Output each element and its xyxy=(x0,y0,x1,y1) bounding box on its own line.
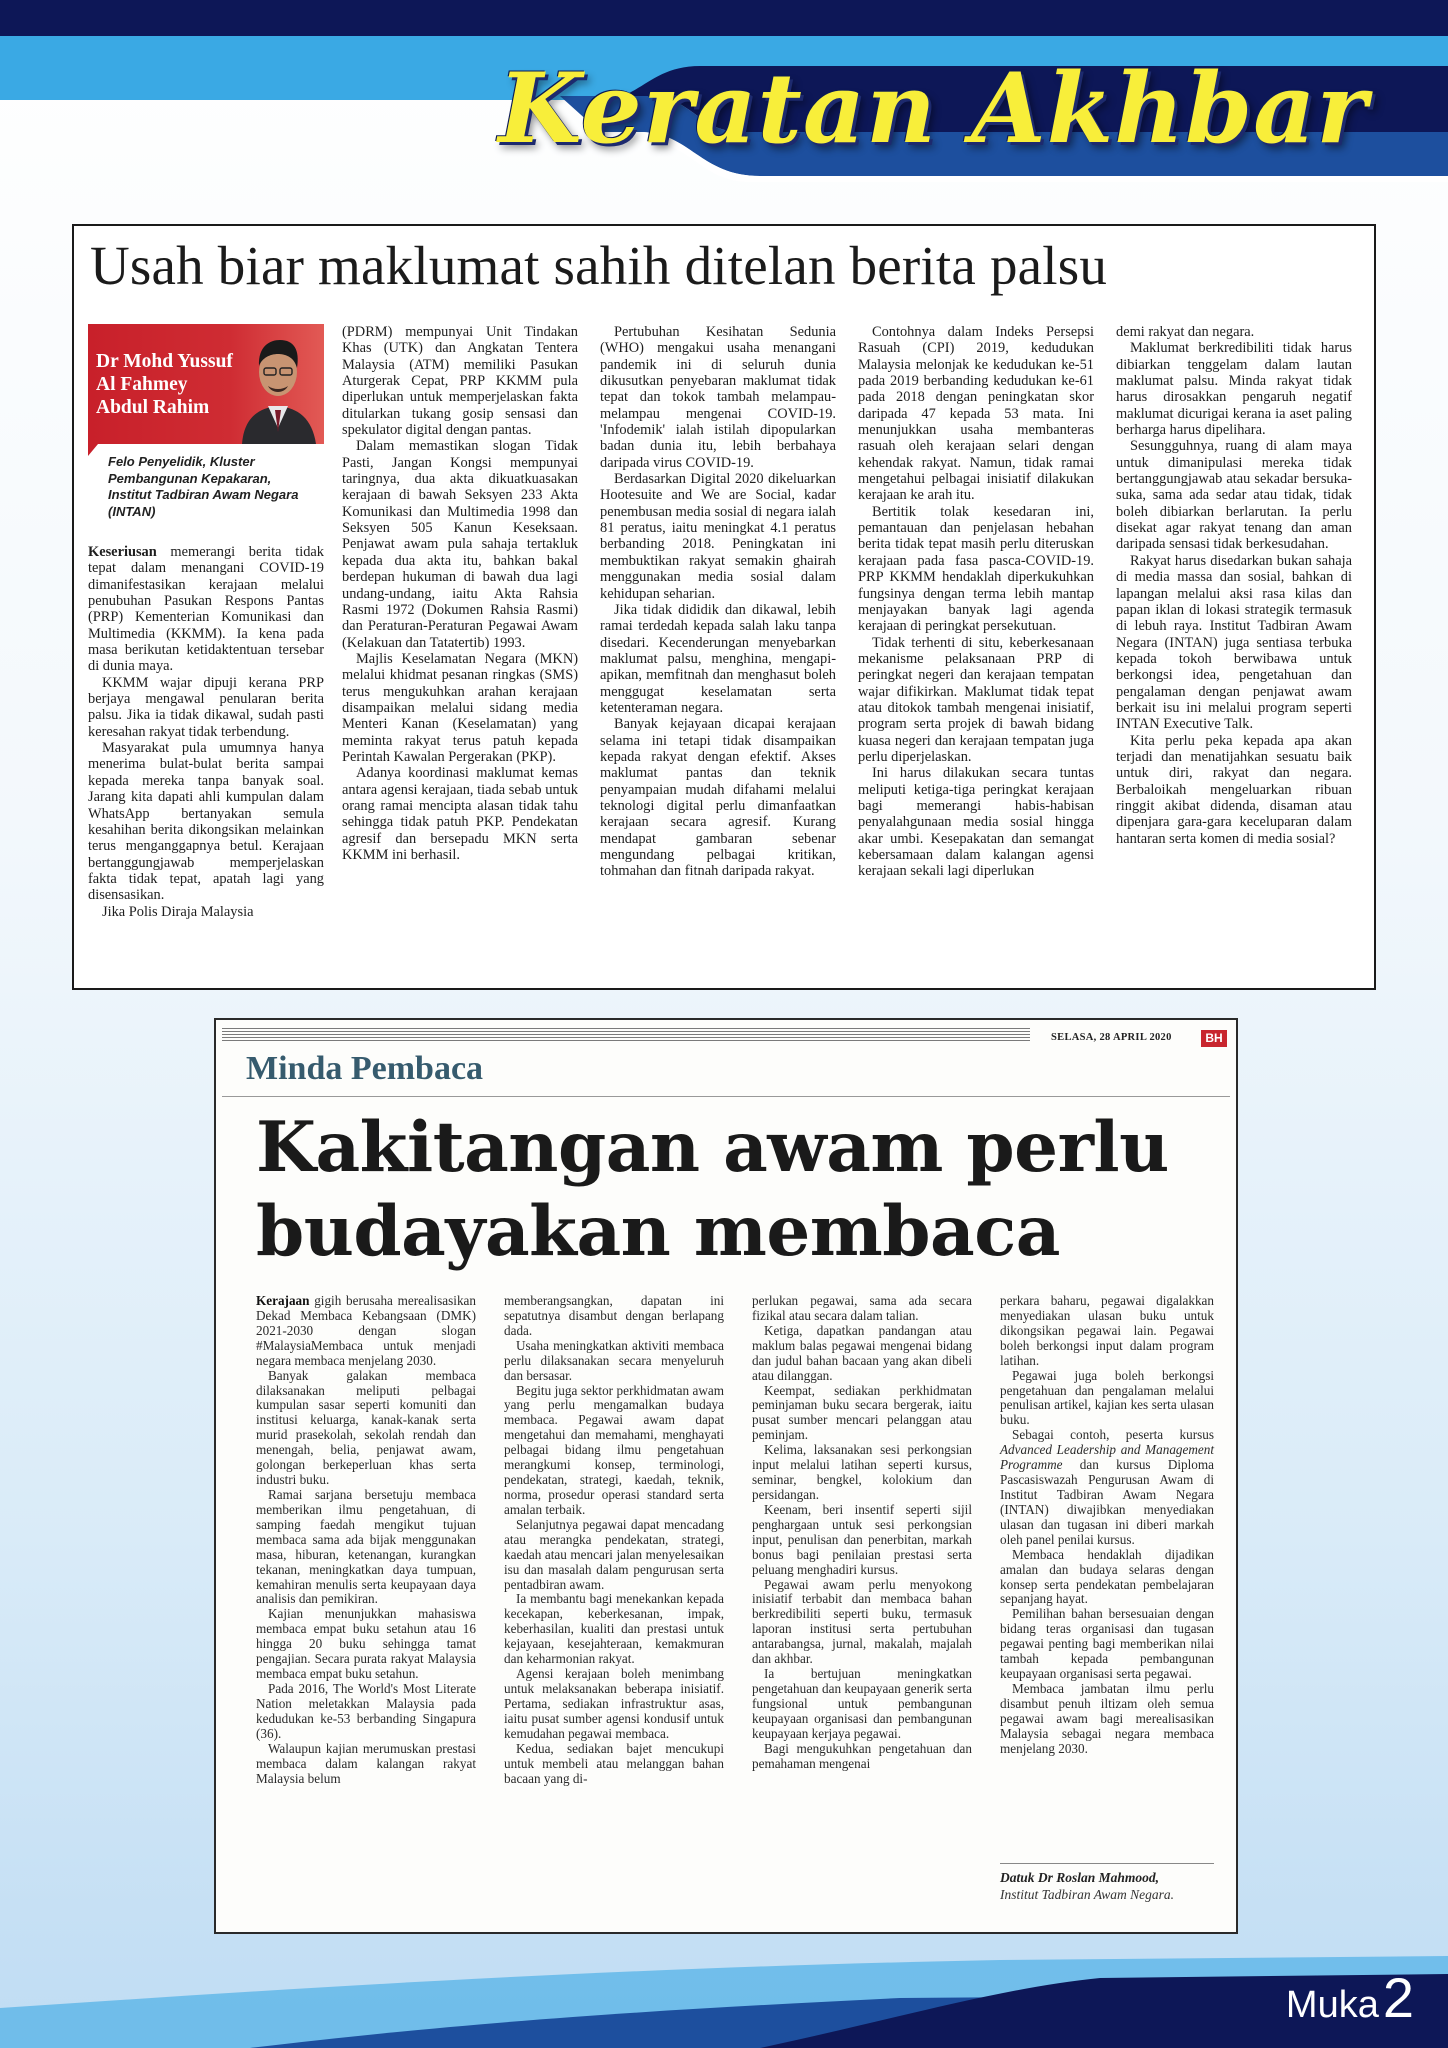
page-label xyxy=(1286,1965,1414,2030)
decorative-rules xyxy=(222,1028,1030,1042)
paragraph: Maklumat berkredibiliti tidak harus dibiarkan tenggelam dalam lautan maklumat palsu. Minda rakyat tidak harus dirosakkan pengaruh negatif maklumat dicurigai kerana ia aset paling berharga harus dipelihara. xyxy=(1116,340,1352,439)
paragraph: Dalam memastikan slogan Tidak Pasti, Jangan Kongsi mempunyai taringnya, dua akta dikuatkuasakan kerajaan di bawah Seksyen 233 Akta Komunikasi dan Multimedia 1998 dan Seksyen 505 Kanun Keseksaan. Penjawat awam pula sahaja tertakluk kepada dua akta itu, bahkan bakal berdepan hukuman di bawah dua lagi undang-undang, iaitu Akta Rahsia Rasmi 1972 (Dokumen Rahsia Rasmi) dan Peraturan-Peraturan Pegawai Awam (Kelakuan dan Tatatertib) 1993. xyxy=(342,438,578,651)
paragraph: Pegawai awam perlu menyokong inisiatif terbabit dan membaca bahan berkredibiliti seperti buku, termasuk laporan institusi serta pertubuhan antarabangsa, jurnal, makalah, majalah dan akhbar. xyxy=(752,1576,972,1667)
article2-headline: Kakitangan awam perlu budayakan membaca xyxy=(256,1107,1169,1272)
paragraph: Banyak galakan membaca dilaksanakan meliputi pelbagai kumpulan sasar seperti komuniti dan institusi keluarga, kanak-kanak serta murid prasekolah, sekolah rendah dan menengah, belia, penjawat awam, golongan berkeperluan khas serta industri buku. xyxy=(256,1367,476,1488)
article2-column-3 xyxy=(752,1294,972,1772)
paragraph: Agensi kerajaan boleh menimbang untuk melaksanakan beberapa inisiatif. Pertama, sediakan infrastruktur asas, iaitu pusat sumber agensi kondusif untuk kemudahan pegawai membaca. xyxy=(504,1666,724,1741)
paragraph: Ramai sarjana bersetuju membaca memberikan ilmu pengetahuan, di samping faedah mengikut tujuan membaca sama ada bijak menggunakan masa, hiburan, ketenangan, kurangkan tekanan, meningkatkan daya tumpuan, kemahiran menulis serta keupayaan daya analisis dan pemikiran. xyxy=(256,1486,476,1607)
author-role: Felo Penyelidik, Kluster Pembangunan Kepakaran, Institut Tadbiran Awam Negara (INTAN) xyxy=(108,454,299,519)
article2-column-1 xyxy=(256,1294,476,1786)
paragraph: Keenam, beri insentif seperti sijil penghargaan untuk sesi perkongsian input, penulisan dan penerbitan, markah bonus bagi penilaian prestasi serta peluang menghadiri kursus. xyxy=(752,1501,972,1577)
divider xyxy=(222,1096,1230,1097)
paragraph: Bertitik tolak kesedaran ini, pemantauan dan penjelasan hebahan berita tidak tepat masih perlu diteruskan kerajaan pada fasa pasca-COVID-19. PRP KKMM hendaklah diperkukuhkan fungsinya dengan terma lebih mantap menjayakan banyak lagi agenda kerajaan di peringkat persekutuan. xyxy=(858,503,1094,635)
paragraph: Usaha meningkatkan aktiviti membaca perlu dilaksanakan secara menyeluruh dan bersasar. xyxy=(504,1337,724,1383)
banner-title: Keratan Akhbar xyxy=(498,52,1368,165)
paragraph: Kajian menunjukkan mahasiswa membaca empat buku setahun atau 16 hingga 20 buku sehingga tamat pengajian. Secara purata rakyat Malaysia membaca empat buku setahun. xyxy=(256,1606,476,1682)
news-clipping-1 xyxy=(72,224,1376,990)
paragraph: Keseriusan memerangi berita tidak tepat dalam menangani COVID-19 dimanifestasikan kerajaan melalui penubuhan Pasukan Respons Pantas (PRP) Kementerian Komunikasi dan Multimedia (KKMM). Ia kena pada masa berikutan ketidaktentuan tersebar di dunia maya. xyxy=(88,544,324,675)
footer-banner xyxy=(0,1948,1448,2048)
paragraph: Kelima, laksanakan sesi perkongsian input melalui latihan seperti kursus, seminar, bengkel, kolokium dan persidangan. xyxy=(752,1442,972,1502)
paragraph: KKMM wajar dipuji kerana PRP berjaya mengawal penularan berita palsu. Jika ia tidak dikawal, sudah pasti keresahan rakyat tidak terbendung. xyxy=(88,674,324,740)
paragraph: Ia membantu bagi menekankan kepada kecekapan, keberkesanan, impak, keberhasilan, kualiti dan prestasi untuk kejayaan, kesejahteraan, kemakmuran dan keharmonian rakyat. xyxy=(504,1591,724,1667)
author-banner xyxy=(88,324,324,444)
lead-word: Keseriusan xyxy=(88,544,157,560)
paragraph: Banyak kejayaan dicapai kerajaan selama ini tetapi tidak disampaikan kepada rakyat dengan efektif. Akses maklumat pantas dan teknik penyampaian mudah difahami melalui teknologi digital perlu dimanfaatkan kerajaan secara agresif. Kurang mendapat gambaran sebenar mengundang pelbagai kritikan, tohmahan dan fitnah daripada rakyat. xyxy=(600,716,836,880)
paragraph: Pertubuhan Kesihatan Sedunia (WHO) mengakui usaha menangani pandemik ini di seluruh dunia dikusutkan penyebaran maklumat tidak tepat dan tokok tambah melampau-melampau mengenai COVID-19. 'Infodemik' ialah istilah dipopularkan badan dunia itu, lebih berbahaya daripada virus COVID-19. xyxy=(600,324,836,471)
paragraph: Ia bertujuan meningkatkan pengetahuan dan keupayaan generik serta fungsional untuk pembangunan keupayaan organisasi dan pembangunan keupayaan kerjaya pegawai. xyxy=(752,1666,972,1741)
paragraph: Pada 2016, The World's Most Literate Nation meletakkan Malaysia pada kedudukan ke-53 berbanding Singapura (36). xyxy=(256,1680,476,1741)
paragraph: Contohnya dalam Indeks Persepsi Rasuah (CPI) 2019, kedudukan Malaysia melonjak ke kedudukan ke-51 pada 2019 berbanding kedudukan ke-61 pada 2018 dengan peningkatan skor daripada 47 kepada 53 mata. Ini menunjukkan usaha membanteras rasuah oleh kerajaan selari dengan kehendak rakyat. Namun, tidak ramai mengetahui pelbagai inisiatif dilakukan kerajaan ke arah itu. xyxy=(858,324,1094,504)
author-name: Dr Mohd Yussuf Al Fahmey Abdul Rahim xyxy=(96,351,233,418)
paragraph: Tidak terhenti di situ, keberkesanaan mekanisme pelaksanaan PRP di peringkat negeri dan kerajaan tempatan wajar difikirkan. Maklumat tidak tepat atau ditokok tambah mengenai inisiatif, program serta projek di bawah bidang kuasa negeri dan kerajaan tempatan juga perlu diperjelaskan. xyxy=(858,634,1094,765)
paragraph: Berdasarkan Digital 2020 dikeluarkan Hootesuite and We are Social, kadar penembusan media sosial di negara ialah 81 peratus, iaitu meningkat 4.1 peratus berbanding 2018. Peningkatan ini membuktikan rakyat semakin ghairah menggunakan media sosial dalam kehidupan seharian. xyxy=(600,471,836,602)
paragraph: perkara baharu, pegawai digalakkan menyediakan ulasan buku untuk dikongsikan pegawai lain. Pegawai boleh berkongsi input dalam program latihan. xyxy=(1000,1293,1214,1368)
column-kicker: Minda Pembaca xyxy=(246,1050,484,1087)
paragraph: memberangsangkan, dapatan ini sepatutnya disambut dengan berlapang dada. xyxy=(504,1293,724,1338)
article2-column-4 xyxy=(1000,1294,1214,1757)
paragraph: Ini harus dilakukan secara tuntas meliputi ketiga-tiga peringkat kerajaan bagi memerangi habis-habisan penyalahgunaan media sosial hingga akar umbi. Kesepakatan dan semangat kebersamaan dalam kalangan agensi kerajaan sekali lagi diperlukan xyxy=(858,765,1094,880)
paragraph: (PDRM) mempunyai Unit Tindakan Khas (UTK) dan Angkatan Tentera Malaysia (ATM) memiliki Pasukan Aturgerak Cepat, PRP KKMM pula diperlukan untuk memperjelaskan fakta ditularkan tukang gosip sensasi dan spekulator digital dengan pantas. xyxy=(342,324,578,439)
divider xyxy=(1000,1863,1214,1864)
paragraph: Kerajaan gigih berusaha merealisasikan Dekad Membaca Kebangsaan (DMK) 2021-2030 dengan slogan #MalaysiaMembaca untuk menjadi negara membaca menjelang 2030. xyxy=(256,1293,476,1368)
bh-logo: BH xyxy=(1201,1030,1227,1047)
publication-date: SELASA, 28 APRIL 2020 xyxy=(1051,1032,1172,1043)
signature-name: Datuk Dr Roslan Mahmood, xyxy=(1000,1870,1160,1885)
article2-column-2 xyxy=(504,1294,724,1786)
paragraph: Rakyat harus disedarkan bukan sahaja di media massa dan sosial, bahkan di lapangan melalui aksi rasa kilas dan papan iklan di lokasi strategik termasuk di lebuh raya. Institut Tadbiran Awam Negara (INTAN) juga sentiasa terbuka kepada tokoh berwibawa untuk berkongsi idea, pengetahuan dan pengalaman dengan penjawat awam berkait isu ini melalui program seperti INTAN Executive Talk. xyxy=(1116,552,1352,733)
paragraph: Keempat, sediakan perkhidmatan peminjaman buku secara bergerak, iaitu pusat sumber mencari pelanggan atau peminjam. xyxy=(752,1382,972,1443)
paragraph: Jika tidak dididik dan dikawal, lebih ramai terdedah kepada salah laku tanpa disedari. Kecenderungan menyebarkan maklumat palsu, menghina, mengapi-apikan, memfitnah dan menghasut boleh menggugat keselamatan serta ketenteraman negara. xyxy=(600,601,836,716)
paragraph: Selanjutnya pegawai dapat mencadang atau merangka pendekatan, strategi, kaedah atau mencari jalan menyelesaikan isu dan masalah dalam pengurusan serta pentadbiran awam. xyxy=(504,1516,724,1592)
article1-column-2 xyxy=(342,324,578,863)
article1-headline: Usah biar maklumat sahih ditelan berita palsu xyxy=(90,235,1108,296)
paragraph: Masyarakat pula umumnya hanya menerima bulat-bulat berita sampai kepada mereka tanpa banyak soal. Jarang kita dapati ahli kumpulan dalam WhatsApp bertanyakan semula kesahihan berita dikongsikan melainkan terus menganggapnya betul. Kerajaan bertanggungjawab memperjelaskan fakta tidak tepat, apatah lagi yang disensasikan. xyxy=(88,740,324,904)
article1-column-3 xyxy=(600,324,836,880)
paragraph: Begitu juga sektor perkhidmatan awam yang perlu mengamalkan budaya membaca. Pegawai awam dapat mengetahui dan memahami, menghayati pelbagai bidang ilmu pengetahuan merangkumi konsep, terminologi, pendekatan, strategi, kaedah, teknik, norma, prosedur operasi standard serta amalan terbaik. xyxy=(504,1382,724,1517)
author-photo xyxy=(238,328,318,444)
lead-word: Kerajaan xyxy=(256,1293,310,1308)
paragraph: Kita perlu peka kepada apa akan terjadi dan menatijahkan sesuatu baik untuk diri, rakyat dan negara. Berbaloikah mengeluarkan ribuan ringgit akibat didenda, disaman atau dipenjara gara-gara keceluparan dalam hantaran serta komen di media sosial? xyxy=(1116,732,1352,847)
paragraph: Sesungguhnya, ruang di alam maya untuk dimanipulasi mereka tidak bertanggungjawab atau sekadar bersuka-suka, sama ada sedar atau tidak, tidak boleh dibiarkan berlarutan. Ia perlu disekat agar rakyat tenang dan aman daripada sensasi tidak berkesudahan. xyxy=(1116,438,1352,553)
news-clipping-2 xyxy=(214,1018,1238,1934)
signature-org: Institut Tadbiran Awam Negara. xyxy=(1000,1887,1175,1902)
page-number: 2 xyxy=(1382,1966,1414,2029)
author-banner-tail xyxy=(88,444,98,456)
article1-column-5 xyxy=(1116,324,1352,847)
paragraph: perlukan pegawai, sama ada secara fizikal atau secara dalam talian. xyxy=(752,1293,972,1323)
paragraph: Walaupun kajian merumuskan prestasi membaca dalam kalangan rakyat Malaysia belum xyxy=(256,1740,476,1786)
paragraph: Pemilihan bahan bersesuaian dengan bidang teras organisasi dan tugasan pegawai penting bagi memberikan nilai tambah kepada pembangunan keupayaan organisasi serta pegawai. xyxy=(1000,1606,1214,1682)
paragraph: Adanya koordinasi maklumat kemas antara agensi kerajaan, tiada sebab untuk orang ramai mencipta alasan tidak tahu sehingga tidak patuh PKP. Pendekatan agresif dan bersepadu MKN serta KKMM ini berhasil. xyxy=(342,765,578,863)
paragraph: Membaca hendaklah dijadikan amalan dan budaya selaras dengan konsep serta pendekatan pembelajaran sepanjang hayat. xyxy=(1000,1546,1214,1607)
page-word: Muka xyxy=(1285,1984,1379,2026)
paragraph: Kedua, sediakan bajet mencukupi untuk membeli atau melanggan bahan bacaan yang di- xyxy=(504,1740,724,1786)
article1-column-4 xyxy=(858,324,1094,880)
paragraph: Jika Polis Diraja Malaysia xyxy=(102,903,254,920)
paragraph: Sebagai contoh, peserta kursus Advanced Leadership and Management Programme dan kursus Diploma Pascasiswazah Pengurusan Awam di Institut Tadbiran Awam Negara (INTAN) diwajibkan menyediakan ulasan dan tugasan ini diberi markah oleh panel penilai kursus. xyxy=(1000,1427,1214,1547)
paragraph: Ketiga, dapatkan pandangan atau maklum balas pegawai mengenai bidang dan judul bahan bacaan yang akan dibeli atau dilanggan. xyxy=(752,1322,972,1383)
paragraph: Pegawai juga boleh berkongsi pengetahuan dan pengalaman melalui penulisan artikel, kajian kes serta ulasan buku. xyxy=(1000,1367,1214,1428)
paragraph: Membaca jambatan ilmu perlu disambut penuh iltizam oleh semua pegawai awam bagi merealisasikan Malaysia sebagai negara membaca menjelang 2030. xyxy=(1000,1680,1214,1756)
article1-column-1 xyxy=(88,544,324,920)
paragraph: Bagi mengukuhkan pengetahuan dan pemahaman mengenai xyxy=(752,1740,972,1771)
paragraph: demi rakyat dan negara. xyxy=(1116,324,1255,340)
paragraph: Majlis Keselamatan Negara (MKN) melalui khidmat pesanan ringkas (SMS) terus mengukuhkan arahan kerajaan disampaikan melalui sidang media Menteri Kanan (Keselamatan) yang meminta rakyat terus patuh kepada Perintah Kawalan Pergerakan (PKP). xyxy=(342,650,578,765)
